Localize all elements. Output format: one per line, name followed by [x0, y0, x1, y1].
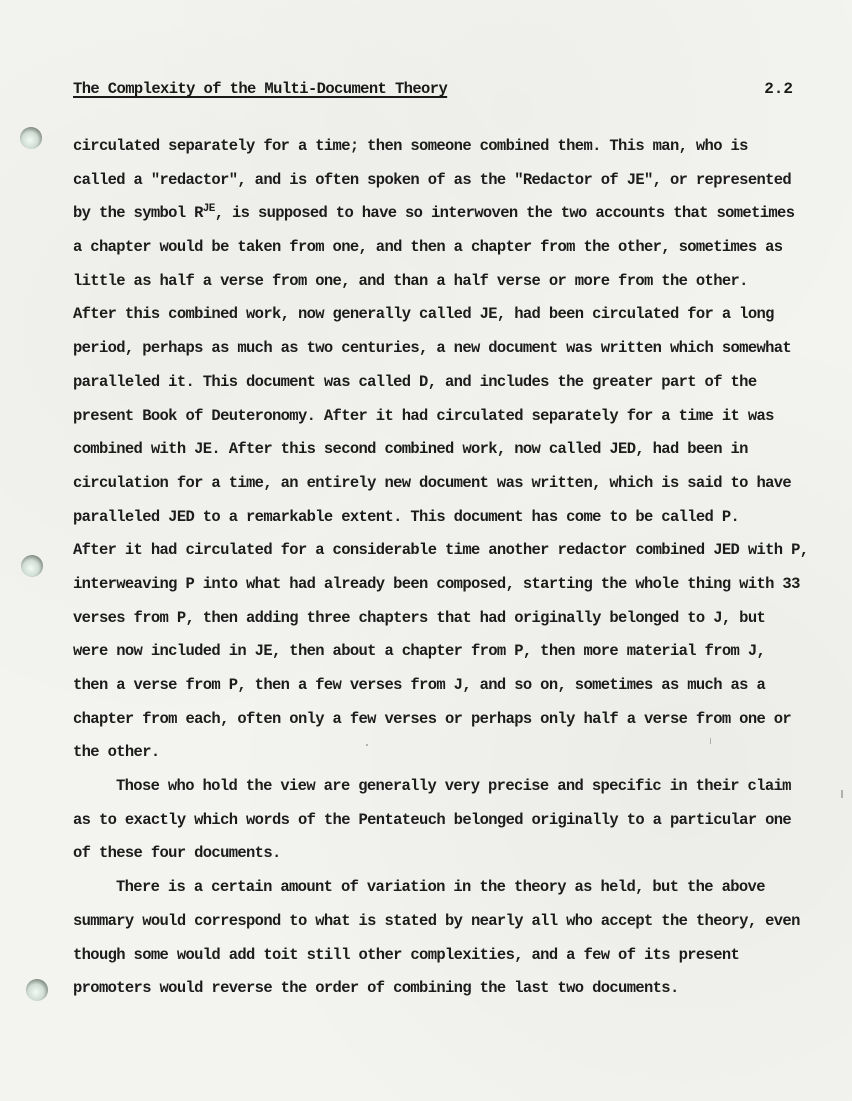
text-line: little as half a verse from one, and than a half verse or more from the other. [73, 271, 748, 290]
text-line: summary would correspond to what is stated by nearly all who accept the theory, even [73, 911, 800, 930]
punch-hole-icon [20, 127, 42, 149]
paper-speck [841, 790, 843, 798]
text-line [73, 197, 793, 231]
text-line: of these four documents. [73, 844, 281, 863]
text-line: interweaving P into what had already been composed, starting the whole thing with 33 [73, 574, 800, 593]
text-line: verses from P, then adding three chapters that had originally belonged to J, but [73, 608, 766, 627]
text-line: chapter from each, often only a few verses or perhaps only half a verse from one or [73, 709, 792, 728]
page-title: The Complexity of the Multi-Document Theory [73, 80, 448, 98]
text-line: circulation for a time, an entirely new document was written, which is said to have [73, 473, 792, 492]
text-fragment: , is supposed to have so interwoven the two accounts that sometimes [214, 204, 795, 223]
text-line: as to exactly which words of the Pentateuch belonged originally to a particular one [73, 810, 792, 829]
text-line: period, perhaps as much as two centuries, a new document was written which somewhat [73, 339, 792, 358]
text-fragment: by the symbol R [73, 204, 203, 223]
text-line: paralleled JED to a remarkable extent. This document has come to be called P. [73, 507, 740, 526]
text-line: then a verse from P, then a few verses from J, and so on, sometimes as much as a [73, 676, 766, 694]
text-line: the other. [73, 743, 160, 762]
paragraph-2 [73, 770, 793, 871]
text-line: though some would add toit still other complexities, and a few of its present [73, 945, 740, 964]
page-header [73, 80, 793, 104]
text-line: circulated separately for a time; then someone combined them. This man, who is [73, 137, 748, 155]
paragraph-3 [73, 871, 800, 1006]
text-line: combined with JE. After this second combined work, now called JED, had been in [73, 440, 748, 459]
paper-speck [710, 738, 711, 744]
page-number: 2.2 [764, 80, 793, 98]
text-line: a chapter would be taken from one, and then a chapter from the other, sometimes as [73, 238, 783, 257]
paper-speck [366, 744, 368, 746]
text-line: After this combined work, now generally called JE, had been circulated for a long [73, 305, 774, 324]
text-line: There is a certain amount of variation in the theory as held, but the above [116, 878, 765, 897]
superscript: JE [202, 203, 215, 216]
punch-hole-icon [26, 979, 48, 1001]
punch-hole-icon [21, 555, 43, 577]
paragraph-1 [73, 130, 809, 770]
text-line: promoters would reverse the order of combining the last two documents. [73, 979, 679, 998]
text-line: were now included in JE, then about a chapter from P, then more material from J, [73, 642, 766, 661]
text-line: Those who hold the view are generally very precise and specific in their claim [116, 777, 791, 796]
text-line: paralleled it. This document was called D, and includes the greater part of the [73, 372, 757, 391]
document-body [73, 130, 809, 1006]
text-line: After it had circulated for a considerable time another redactor combined JED with P, [73, 541, 809, 560]
text-line: called a "redactor", and is often spoken of as the "Redactor of JE", or represented [73, 170, 792, 189]
text-line: present Book of Deuteronomy. After it had circulated separately for a time it was [73, 406, 774, 425]
